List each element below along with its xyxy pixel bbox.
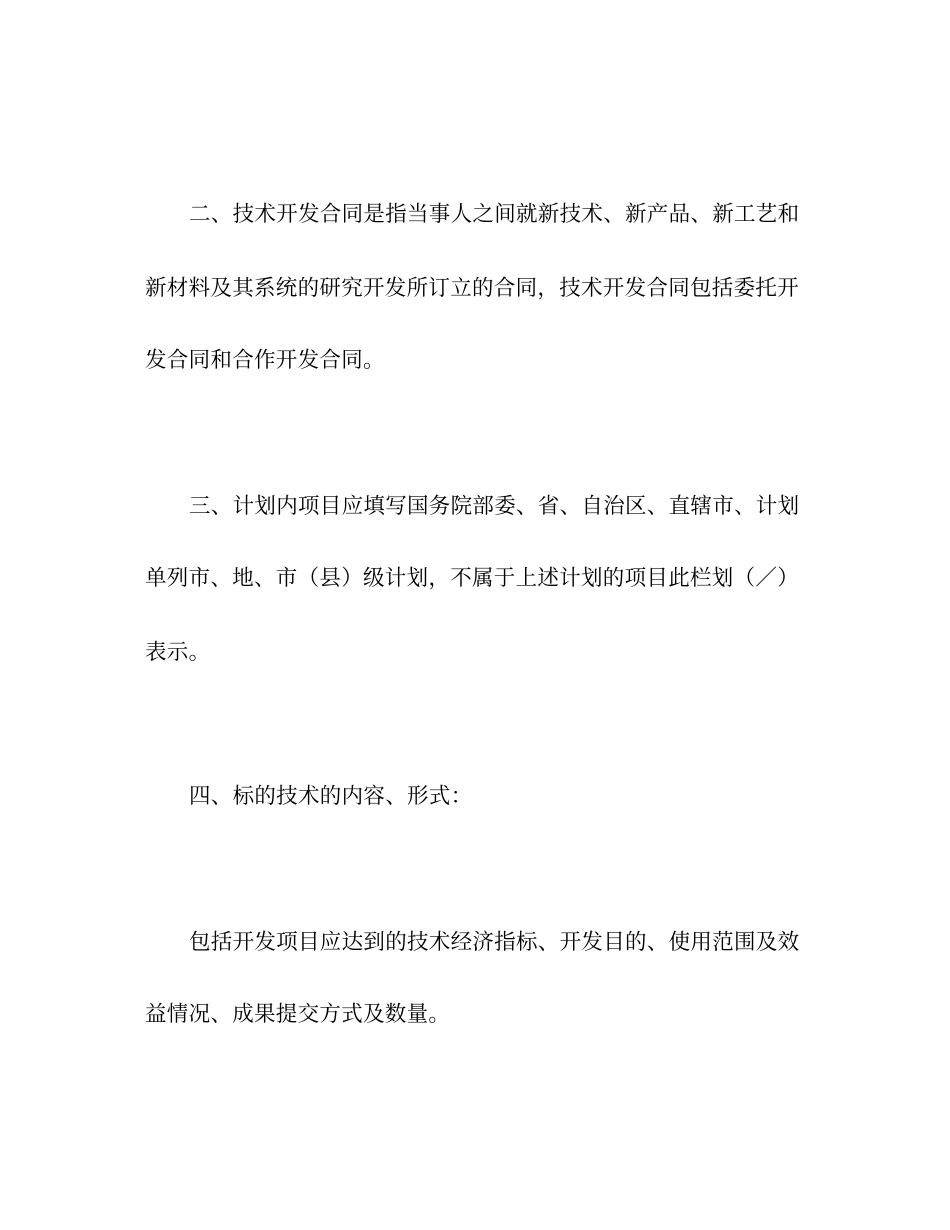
paragraph-2-line-1: 二、技术开发合同是指当事人之间就新技术、新产品、新工艺和 bbox=[189, 202, 800, 227]
paragraph-4-line-1: 四、标的技术的内容、形式： bbox=[189, 784, 473, 809]
paragraph-3-line-3: 表示。 bbox=[145, 640, 211, 665]
paragraph-2-line-3: 发合同和合作开发合同。 bbox=[145, 348, 385, 373]
paragraph-5-line-2: 益情况、成果提交方式及数量。 bbox=[145, 1002, 451, 1027]
paragraph-3-line-2: 单列市、地、市（县）级计划，不属于上述计划的项目此栏划（／） bbox=[145, 566, 800, 591]
paragraph-5-line-1: 包括开发项目应达到的技术经济指标、开发目的、使用范围及效 bbox=[189, 930, 800, 955]
paragraph-2-line-2: 新材料及其系统的研究开发所订立的合同，技术开发合同包括委托开 bbox=[145, 276, 800, 301]
paragraph-3-line-1: 三、计划内项目应填写国务院部委、省、自治区、直辖市、计划 bbox=[189, 494, 800, 519]
